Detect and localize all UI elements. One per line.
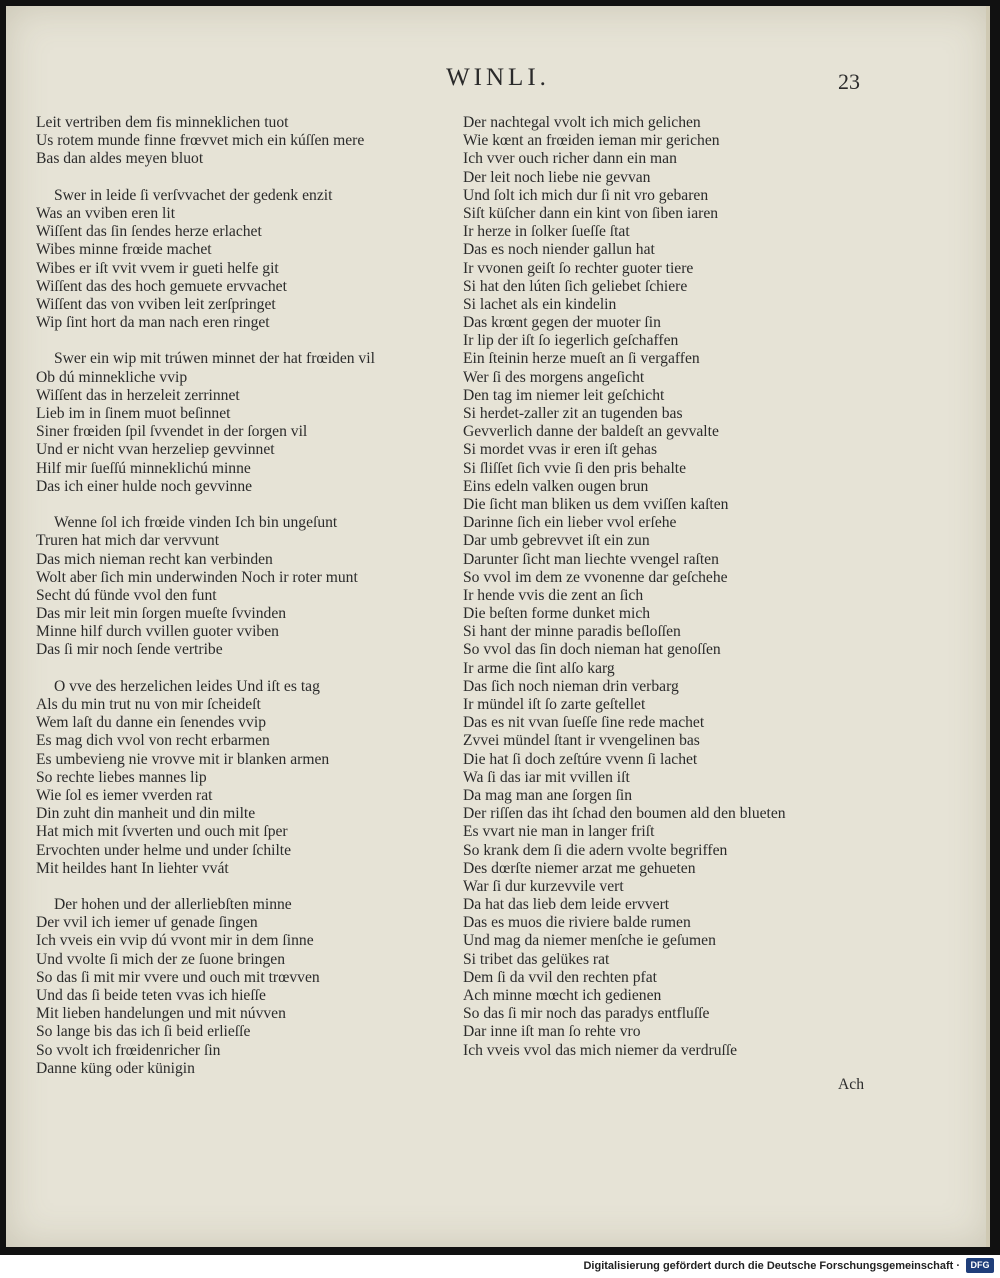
page-edge bbox=[986, 6, 990, 1247]
verse-line: Ob dú minnekliche vvip bbox=[36, 368, 188, 386]
verse-line: Dar umb gebrevvet iſt ein zun bbox=[463, 532, 650, 550]
verse-line: Minne hilf durch vvillen guoter vviben bbox=[36, 623, 279, 641]
verse-line: Das ſi mir noch ſende vertribe bbox=[36, 641, 223, 659]
left-column bbox=[36, 114, 456, 1078]
verse-line: Die hat ſi doch zeſtúre vvenn ſi lachet bbox=[463, 750, 698, 768]
verse-line: Hat mich mit ſvverten und ouch mit ſper bbox=[36, 823, 288, 841]
stanza-gap bbox=[36, 169, 456, 187]
verse-line: Das krœnt gegen der muoter ſin bbox=[463, 314, 661, 332]
verse-line: Ich vveis vvol das mich niemer da verdruſſe bbox=[463, 1041, 738, 1059]
verse-line: Wenne ſol ich frœide vinden Ich bin ungeſunt bbox=[54, 514, 338, 532]
verse-line: Des dœrſte niemer arzat me gehueten bbox=[463, 859, 696, 877]
verse-line: Swer ein wip mit trúwen minnet der hat frœiden vil bbox=[54, 350, 375, 368]
verse-line: Si hat den lúten ſich geliebet ſchiere bbox=[463, 277, 688, 295]
verse-line: So rechte liebes mannes lip bbox=[36, 768, 207, 786]
verse-line: Wie kœnt an frœiden ieman mir gerichen bbox=[463, 132, 720, 150]
verse-line: Ich vveis ein vvip dú vvont mir in dem ſinne bbox=[36, 932, 314, 950]
verse-line: Ein ſteinin herze mueſt an ſi vergaffen bbox=[463, 350, 700, 368]
verse-line: Die beſten forme dunket mich bbox=[463, 605, 651, 623]
verse-line: Si hant der minne paradis beſloſſen bbox=[463, 623, 681, 641]
verse-line: Ir vvonen geiſt ſo rechter guoter tiere bbox=[463, 259, 694, 277]
verse-line: Und ſolt ich mich dur ſi nit vro gebaren bbox=[463, 186, 709, 204]
verse-line: Ich vver ouch richer dann ein man bbox=[463, 150, 677, 168]
stanza-gap bbox=[36, 660, 456, 678]
verse-line: Wiſſent das in herzeleit zerrinnet bbox=[36, 386, 240, 404]
verse-line: Si mordet vvas ir eren iſt gehas bbox=[463, 441, 658, 459]
stanza-gap bbox=[36, 496, 456, 514]
verse-line: Das mich nieman recht kan verbinden bbox=[36, 550, 273, 568]
verse-line: Der riſſen das iht ſchad den boumen ald den blueten bbox=[463, 805, 786, 823]
verse-line: Der leit noch liebe nie gevvan bbox=[463, 168, 651, 186]
verse-line: Bas dan aldes meyen bluot bbox=[36, 150, 204, 168]
verse-line: Der vvil ich iemer uf genade ſingen bbox=[36, 914, 258, 932]
verse-line: Ervochten under helme und under ſchilte bbox=[36, 841, 292, 859]
verse-line: So vvol das ſin doch nieman hat genoſſen bbox=[463, 641, 721, 659]
verse-line: Und er nicht vvan herzeliep gevvinnet bbox=[36, 441, 275, 459]
verse-line: Siner frœiden ſpil ſvvendet in der ſorgen vil bbox=[36, 423, 308, 441]
footer-bar bbox=[0, 1255, 1000, 1278]
verse-line: Wibes minne frœide machet bbox=[36, 241, 212, 259]
right-column bbox=[463, 114, 873, 1060]
stanza-gap bbox=[36, 878, 456, 896]
dfg-logo-icon: DFG bbox=[966, 1258, 994, 1273]
verse-line: Der nachtegal vvolt ich mich gelichen bbox=[463, 114, 701, 131]
verse-line: Zvvei mündel ſtant ir vvengelinen bas bbox=[463, 732, 700, 750]
verse-line: Ir herze in ſolker ſueſſe ſtat bbox=[463, 223, 630, 241]
verse-line: Swer in leide ſi verſvvachet der gedenk enzit bbox=[54, 186, 333, 204]
verse-line: Da hat das lieb dem leide ervvert bbox=[463, 896, 670, 914]
verse-line: So das ſi mit mir vvere und ouch mit trœvven bbox=[36, 968, 320, 986]
verse-line: So vvol im dem ze vvonenne dar geſchehe bbox=[463, 568, 728, 586]
verse-line: Den tag im niemer leit geſchicht bbox=[463, 386, 665, 404]
verse-line: Das es muos die riviere balde rumen bbox=[463, 914, 691, 932]
verse-line: Das es noch niender gallun hat bbox=[463, 241, 655, 259]
verse-line: So krank dem ſi die adern vvolte begriffen bbox=[463, 841, 728, 859]
verse-line: Wa ſi das iar mit vvillen iſt bbox=[463, 768, 630, 786]
verse-line: Wie ſol es iemer vverden rat bbox=[36, 786, 213, 804]
verse-line: Si lachet als ein kindelin bbox=[463, 295, 617, 313]
funding-notice: Digitalisierung gefördert durch die Deutsche Forschungsgemeinschaft · bbox=[583, 1260, 960, 1272]
verse-line: Eins edeln valken ougen brun bbox=[463, 477, 649, 495]
verse-line: Wip ſint hort da man nach eren ringet bbox=[36, 314, 270, 332]
verse-line: Die ſicht man bliken us dem vviſſen kaſten bbox=[463, 495, 729, 513]
verse-line: Hilf mir ſueſſú minneklichú minne bbox=[36, 459, 251, 477]
verse-line: Si tribet das gelükes rat bbox=[463, 950, 610, 968]
verse-line: Ir lip der iſt ſo iegerlich geſchaffen bbox=[463, 332, 679, 350]
stanza-gap bbox=[36, 332, 456, 350]
verse-line: Danne küng oder künigin bbox=[36, 1059, 195, 1077]
verse-line: Das ich einer hulde noch gevvinne bbox=[36, 477, 253, 495]
verse-line: Mit lieben handelungen und mit núvven bbox=[36, 1005, 286, 1023]
verse-line: Der hohen und der allerliebſten minne bbox=[54, 896, 292, 914]
verse-line: Wer ſi des morgens angeſicht bbox=[463, 368, 645, 386]
verse-line: Darunter ſicht man liechte vvengel raſten bbox=[463, 550, 719, 568]
verse-line: Ir hende vvis die zent an ſich bbox=[463, 586, 644, 604]
verse-line: Das ſich noch nieman drin verbarg bbox=[463, 677, 679, 695]
verse-line: So vvolt ich frœidenricher ſin bbox=[36, 1041, 221, 1059]
verse-line: Si herdet-zaller zit an tugenden bas bbox=[463, 405, 683, 422]
verse-line: Wolt aber ſich min underwinden Noch ir roter munt bbox=[36, 568, 358, 586]
verse-line: Wibes er iſt vvit vvem ir gueti helfe git bbox=[36, 259, 279, 277]
verse-line: Es mag dich vvol von recht erbarmen bbox=[36, 732, 270, 750]
verse-line: Truren hat mich dar vervvunt bbox=[36, 532, 220, 550]
verse-line: Darinne ſich ein lieber vvol erſehe bbox=[463, 514, 677, 532]
verse-line: Wem laſt du danne ein ſenendes vvip bbox=[36, 714, 266, 732]
verse-line: Und das ſi beide teten vvas ich hieſſe bbox=[36, 987, 266, 1004]
verse-line: Gevverlich danne der baldeſt an gevvalte bbox=[463, 423, 719, 441]
verse-line: Leit vertriben dem fis minneklichen tuot bbox=[36, 114, 289, 131]
verse-line: Secht dú fünde vvol den funt bbox=[36, 586, 217, 604]
verse-line: Da mag man ane ſorgen ſin bbox=[463, 786, 633, 804]
verse-line: Als du min trut nu von mir ſcheideſt bbox=[36, 696, 261, 713]
verse-line: Was an vviben eren lit bbox=[36, 204, 176, 222]
verse-line: Wiſſent das ſin ſendes herze erlachet bbox=[36, 223, 262, 241]
verse-line: Lieb im in ſinem muot beſinnet bbox=[36, 405, 231, 422]
running-title: WINLI. bbox=[446, 64, 550, 91]
verse-line: O vve des herzelichen leides Und iſt es tag bbox=[54, 677, 320, 695]
verse-line: Us rotem munde finne frœvvet mich ein kúſſen mere bbox=[36, 132, 365, 150]
book-page bbox=[6, 6, 990, 1247]
verse-line: Dar inne iſt man ſo rehte vro bbox=[463, 1023, 641, 1041]
verse-line: So das ſi mir noch das paradys entfluſſe bbox=[463, 1005, 710, 1023]
verse-line: Din zuht din manheit und din milte bbox=[36, 805, 256, 823]
verse-line: War ſi dur kurzevvile vert bbox=[463, 877, 624, 895]
verse-line: Ir arme die ſint alſo karg bbox=[463, 659, 615, 677]
verse-line: Ir mündel iſt ſo zarte geſtellet bbox=[463, 696, 646, 713]
catchword: Ach bbox=[838, 1076, 864, 1093]
verse-line: Dem ſi da vvil den rechten pfat bbox=[463, 968, 657, 986]
verse-line: Es umbevieng nie vrovve mit ir blanken armen bbox=[36, 750, 330, 768]
verse-line: Wiſſent das von vviben leit zerſpringet bbox=[36, 295, 276, 313]
page-number: 23 bbox=[838, 69, 860, 94]
verse-line: Es vvart nie man in langer friſt bbox=[463, 823, 655, 841]
verse-line: Ach minne mœcht ich gedienen bbox=[463, 987, 662, 1004]
verse-line: Siſt küſcher dann ein kint von ſiben iaren bbox=[463, 204, 719, 222]
verse-line: Und mag da niemer menſche ie geſumen bbox=[463, 932, 716, 950]
verse-line: Si ſliſſet ſich vvie ſi den pris behalte bbox=[463, 459, 687, 477]
verse-line: Wiſſent das des hoch gemuete ervvachet bbox=[36, 277, 287, 295]
verse-line: Das es nit vvan ſueſſe ſine rede machet bbox=[463, 714, 705, 732]
verse-line: So lange bis das ich ſi beid erlieſſe bbox=[36, 1023, 251, 1041]
verse-line: Und vvolte ſi mich der ze ſuone bringen bbox=[36, 950, 285, 968]
verse-line: Mit heildes hant In liehter vvát bbox=[36, 859, 229, 877]
verse-line: Das mir leit min ſorgen mueſte ſvvinden bbox=[36, 605, 287, 623]
